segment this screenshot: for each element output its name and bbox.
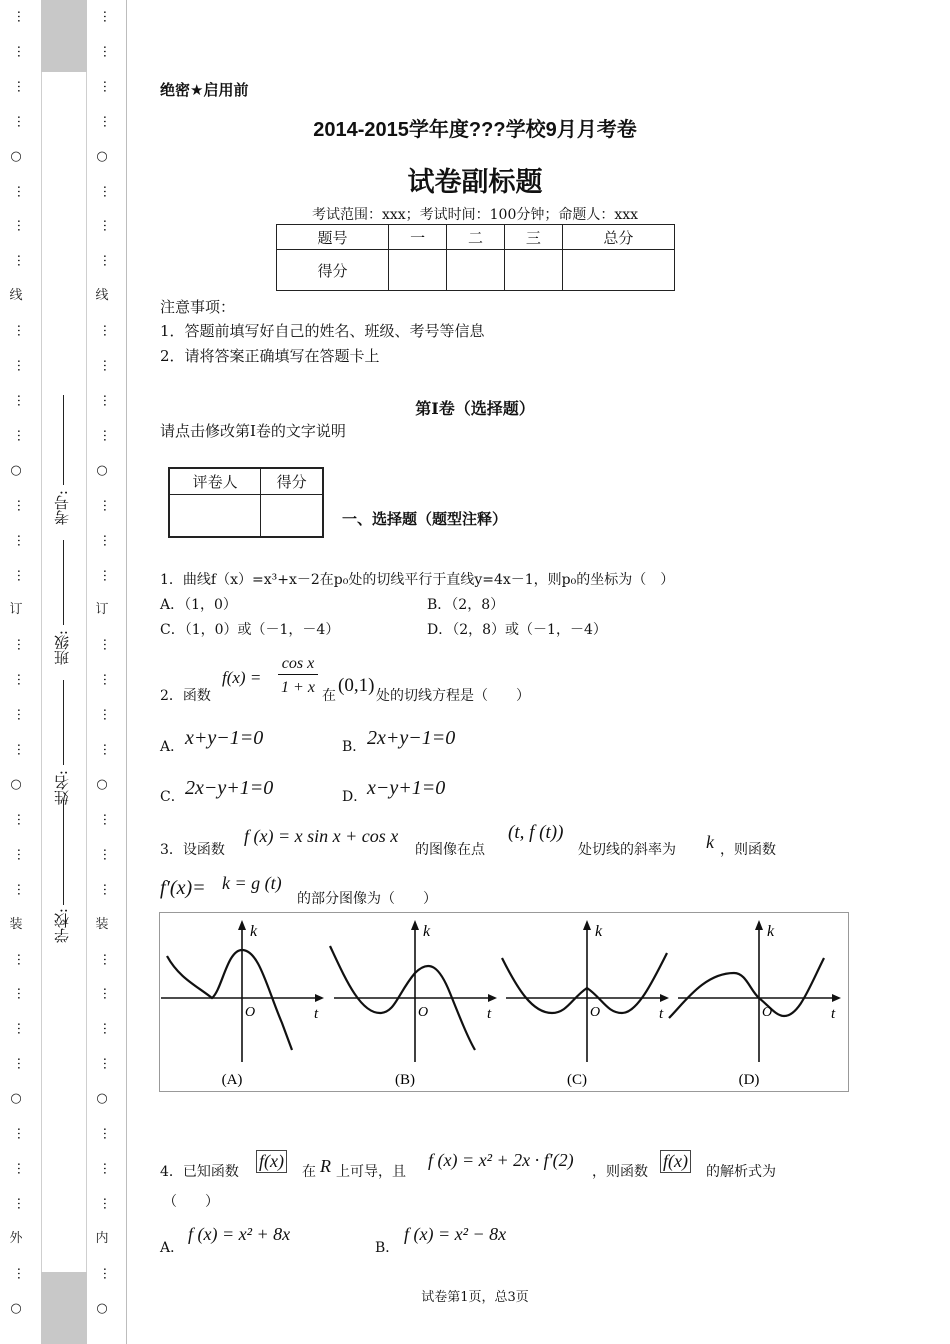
binding-dots: … (100, 359, 115, 373)
binding-dots: … (14, 324, 29, 338)
graph-option-label: (C) (567, 1072, 587, 1088)
binding-dots: … (14, 394, 29, 407)
section1-title: 一、选择题（题型注释） (342, 510, 508, 528)
binding-dots: … (100, 673, 115, 687)
graph-origin-label: O (245, 1005, 256, 1020)
binding-dots: … (100, 498, 115, 512)
q3-line2b: k = g (t) (222, 873, 282, 893)
note-item: 1．答题前填写好自己的姓名、班级、考号等信息 (160, 322, 485, 340)
q1-option-a: A．（1，0） (160, 597, 237, 613)
secret-mark: 绝密★启用前 (160, 82, 249, 99)
q2-mid: 在 (322, 688, 336, 704)
class-blank[interactable] (63, 540, 64, 625)
grader-cell[interactable] (261, 494, 323, 537)
binding-dots: … (100, 1127, 115, 1141)
binding-dots: … (100, 394, 115, 407)
binding-dots: … (100, 184, 115, 198)
graph-option-label: (B) (395, 1072, 415, 1088)
binding-dots: … (14, 987, 29, 1001)
name-label: 姓名: (53, 770, 71, 806)
q2-option-a: x+y−1=0 (185, 727, 264, 749)
binding-hole-mark: ○ (96, 148, 108, 164)
q2-numerator: cos x (278, 654, 318, 675)
outer-binding-marks (4, 0, 28, 1344)
binding-word: 订 (9, 602, 23, 618)
binding-dots: … (100, 324, 115, 338)
score-header: 二 (447, 225, 505, 250)
binding-hole-mark: ○ (10, 1091, 22, 1107)
q3-tail: 的部分图像为（ ） (297, 891, 437, 907)
binding-dots: … (100, 254, 115, 268)
binding-dots: … (100, 219, 115, 233)
binding-word: 内 (95, 1230, 109, 1246)
binding-hole-mark: ○ (10, 462, 22, 478)
binding-dots: … (14, 673, 29, 687)
q2-option-b: 2x+y−1=0 (367, 727, 456, 749)
binding-word: 外 (9, 1230, 23, 1246)
binding-dots: … (100, 847, 115, 861)
part1-desc: 请点击修改第I卷的文字说明 (160, 422, 346, 440)
binding-rule (126, 0, 127, 1344)
school-label: 学校: (53, 908, 71, 944)
binding-dots: … (100, 568, 115, 582)
binding-dots: … (100, 10, 115, 23)
q2-post: 处的切线方程是（ ） (376, 688, 530, 704)
binding-dots: … (14, 1196, 29, 1210)
binding-word: 装 (9, 916, 23, 932)
notes-title: 注意事项： (160, 298, 236, 316)
note-item: 2．请将答案正确填写在答题卡上 (160, 347, 380, 365)
q3-k: k (706, 832, 714, 852)
q3-point: (t, f (t)) (508, 822, 564, 843)
graph-origin-label: O (590, 1005, 601, 1020)
graph-k-label: k (595, 923, 603, 940)
q2-c-label: C． (160, 789, 185, 805)
binding-dots: … (100, 812, 115, 826)
binding-dots: … (100, 428, 115, 442)
q3-mid2: 处切线的斜率为 (578, 842, 676, 858)
binding-dots: … (100, 44, 115, 58)
score-header: 总分 (562, 225, 674, 250)
binding-dots: … (100, 1196, 115, 1210)
binding-dots: … (100, 79, 115, 93)
binding-dots: … (14, 743, 29, 757)
class-label: 班级: (53, 630, 71, 666)
q1-option-c: C．（1，0）或（－1，－4） (160, 622, 340, 638)
q2-d-label: D． (342, 789, 368, 805)
exam-info: 考试范围：xxx；考试时间：100分钟；命题人：xxx (311, 207, 639, 223)
grader-table (168, 467, 324, 538)
binding-dots: … (14, 184, 29, 198)
binding-dots: … (14, 44, 29, 58)
binding-dots: … (100, 743, 115, 757)
graph-frame (160, 913, 849, 1092)
exam-subtitle: 试卷副标题 (407, 167, 543, 197)
binding-dots: … (14, 638, 29, 652)
q4-mid2: 上可导，且 (336, 1164, 406, 1180)
binding-dots: … (100, 987, 115, 1001)
binding-dots: … (14, 1127, 29, 1141)
binding-hole-mark: ○ (96, 1300, 108, 1316)
q4-mid: 在 (302, 1164, 316, 1180)
q3-pre: 3．设函数 (160, 842, 225, 858)
graph-origin-label: O (418, 1005, 429, 1020)
q4-R: R (320, 1156, 331, 1176)
score-table (276, 224, 675, 291)
q1-option-b: B．（2，8） (427, 597, 505, 613)
binding-dots: … (100, 1162, 115, 1175)
binding-dots: … (14, 533, 29, 547)
q2-option-d: x−y+1=0 (367, 777, 446, 799)
graph-t-label: t (314, 1006, 319, 1022)
binding-dots: … (14, 952, 29, 966)
q2-pre: 2．函数 (160, 688, 211, 704)
binding-dots: … (100, 708, 115, 722)
binding-dots: … (100, 1057, 115, 1071)
score-row-label: 得分 (277, 250, 389, 291)
binding-word: 线 (95, 288, 109, 304)
score-cell[interactable] (389, 250, 447, 291)
binding-dots: … (100, 1022, 115, 1036)
q4-fx-box: f(x) (256, 1150, 287, 1173)
q2-point: (0,1) (338, 675, 375, 696)
q4-equation: f (x) = x² + 2x · f′(2) (428, 1150, 574, 1170)
q4-option-a: f (x) = x² + 8x (188, 1224, 291, 1244)
page-footer: 试卷第1页，总3页 (421, 1290, 529, 1305)
binding-hole-mark: ○ (96, 1091, 108, 1107)
binding-field-strip (41, 72, 87, 1272)
graph-k-label: k (423, 923, 431, 940)
graph-option-label: (D) (738, 1072, 760, 1088)
binding-dots: … (100, 638, 115, 652)
score-header: 题号 (277, 225, 389, 250)
q4-mid3: ，则函数 (592, 1164, 648, 1180)
q3-post: ，则函数 (720, 842, 776, 858)
binding-dots: … (14, 1162, 29, 1175)
binding-dots: … (14, 568, 29, 582)
score-cell[interactable] (504, 250, 562, 291)
binding-dots: … (14, 254, 29, 268)
binding-dots: … (14, 1022, 29, 1036)
binding-dots: … (14, 79, 29, 93)
graph-option-label: (A) (221, 1072, 243, 1088)
binding-band-bottom (41, 1272, 87, 1344)
binding-word: 装 (95, 916, 109, 932)
school-blank[interactable] (63, 800, 64, 905)
graph-t-label: t (659, 1006, 664, 1022)
graph-origin-label: O (762, 1005, 773, 1020)
binding-dots: … (100, 533, 115, 547)
binding-hole-mark: ○ (96, 462, 108, 478)
binding-dots: … (14, 812, 29, 826)
score-cell[interactable] (447, 250, 505, 291)
name-blank[interactable] (63, 680, 64, 765)
binding-dots: … (14, 498, 29, 512)
q1-stem: 1．曲线f（x）=x³+x－2在p₀处的切线平行于直线y=4x－1，则p₀的坐标为（ ） (160, 572, 675, 588)
q2-b-label: B． (342, 739, 367, 755)
q4-pre: 4．已知函数 (160, 1164, 239, 1180)
binding-dots: … (14, 10, 29, 23)
q3-line2: f′(x)= (160, 877, 206, 899)
exam-title: 2014-2015学年度???学校9月月考卷 (313, 119, 637, 141)
graph-t-label: t (831, 1006, 836, 1022)
graph-k-label: k (767, 923, 775, 940)
q4-option-b: f (x) = x² − 8x (404, 1224, 507, 1244)
binding-hole-mark: ○ (96, 777, 108, 792)
score-cell[interactable] (562, 250, 674, 291)
grader-header: 得分 (261, 468, 323, 494)
binding-dots: … (14, 219, 29, 233)
q2-denominator: 1 + x (281, 679, 315, 696)
binding-dots: … (100, 952, 115, 966)
binding-dots: … (14, 114, 29, 128)
graph-t-label: t (487, 1006, 492, 1022)
binding-hole-mark: ○ (10, 777, 22, 792)
binding-band-top (41, 0, 87, 72)
binding-hole-mark: ○ (10, 148, 22, 164)
q4-fx2-box: f(x) (660, 1150, 691, 1173)
grader-header: 评卷人 (169, 468, 261, 494)
binding-dots: … (100, 114, 115, 128)
q4-post: 的解析式为 (706, 1164, 776, 1180)
binding-word: 订 (95, 602, 109, 618)
binding-word: 线 (9, 288, 23, 304)
binding-dots: … (14, 428, 29, 442)
binding-hole-mark: ○ (10, 1300, 22, 1316)
q4-paren: （ ） (163, 1194, 219, 1210)
graph-k-label: k (250, 923, 258, 940)
binding-dots: … (14, 882, 29, 896)
q3-func: f (x) = x sin x + cos x (244, 826, 399, 846)
binding-dots: … (14, 1266, 29, 1280)
binding-dots: … (100, 882, 115, 896)
inner-binding-marks (90, 0, 114, 1344)
q3-graphs (159, 912, 849, 1092)
q4-b-label: B． (375, 1240, 400, 1256)
q2-fx: f(x) = (222, 668, 262, 687)
binding-dots: … (14, 1057, 29, 1071)
q1-option-d: D．（2，8）或（－1，－4） (427, 622, 607, 638)
exam-no-label: 考号: (53, 490, 71, 526)
score-header: 三 (504, 225, 562, 250)
q4-a-label: A． (160, 1240, 185, 1256)
binding-dots: … (14, 847, 29, 861)
q2-a-label: A． (160, 739, 185, 755)
part1-title: 第I卷（选择题） (415, 399, 535, 418)
binding-dots: … (100, 1266, 115, 1280)
score-header: 一 (389, 225, 447, 250)
q3-mid: 的图像在点 (415, 842, 485, 858)
binding-dots: … (14, 708, 29, 722)
q2-option-c: 2x−y+1=0 (185, 777, 274, 799)
binding-dots: … (14, 359, 29, 373)
grader-cell[interactable] (169, 494, 261, 537)
